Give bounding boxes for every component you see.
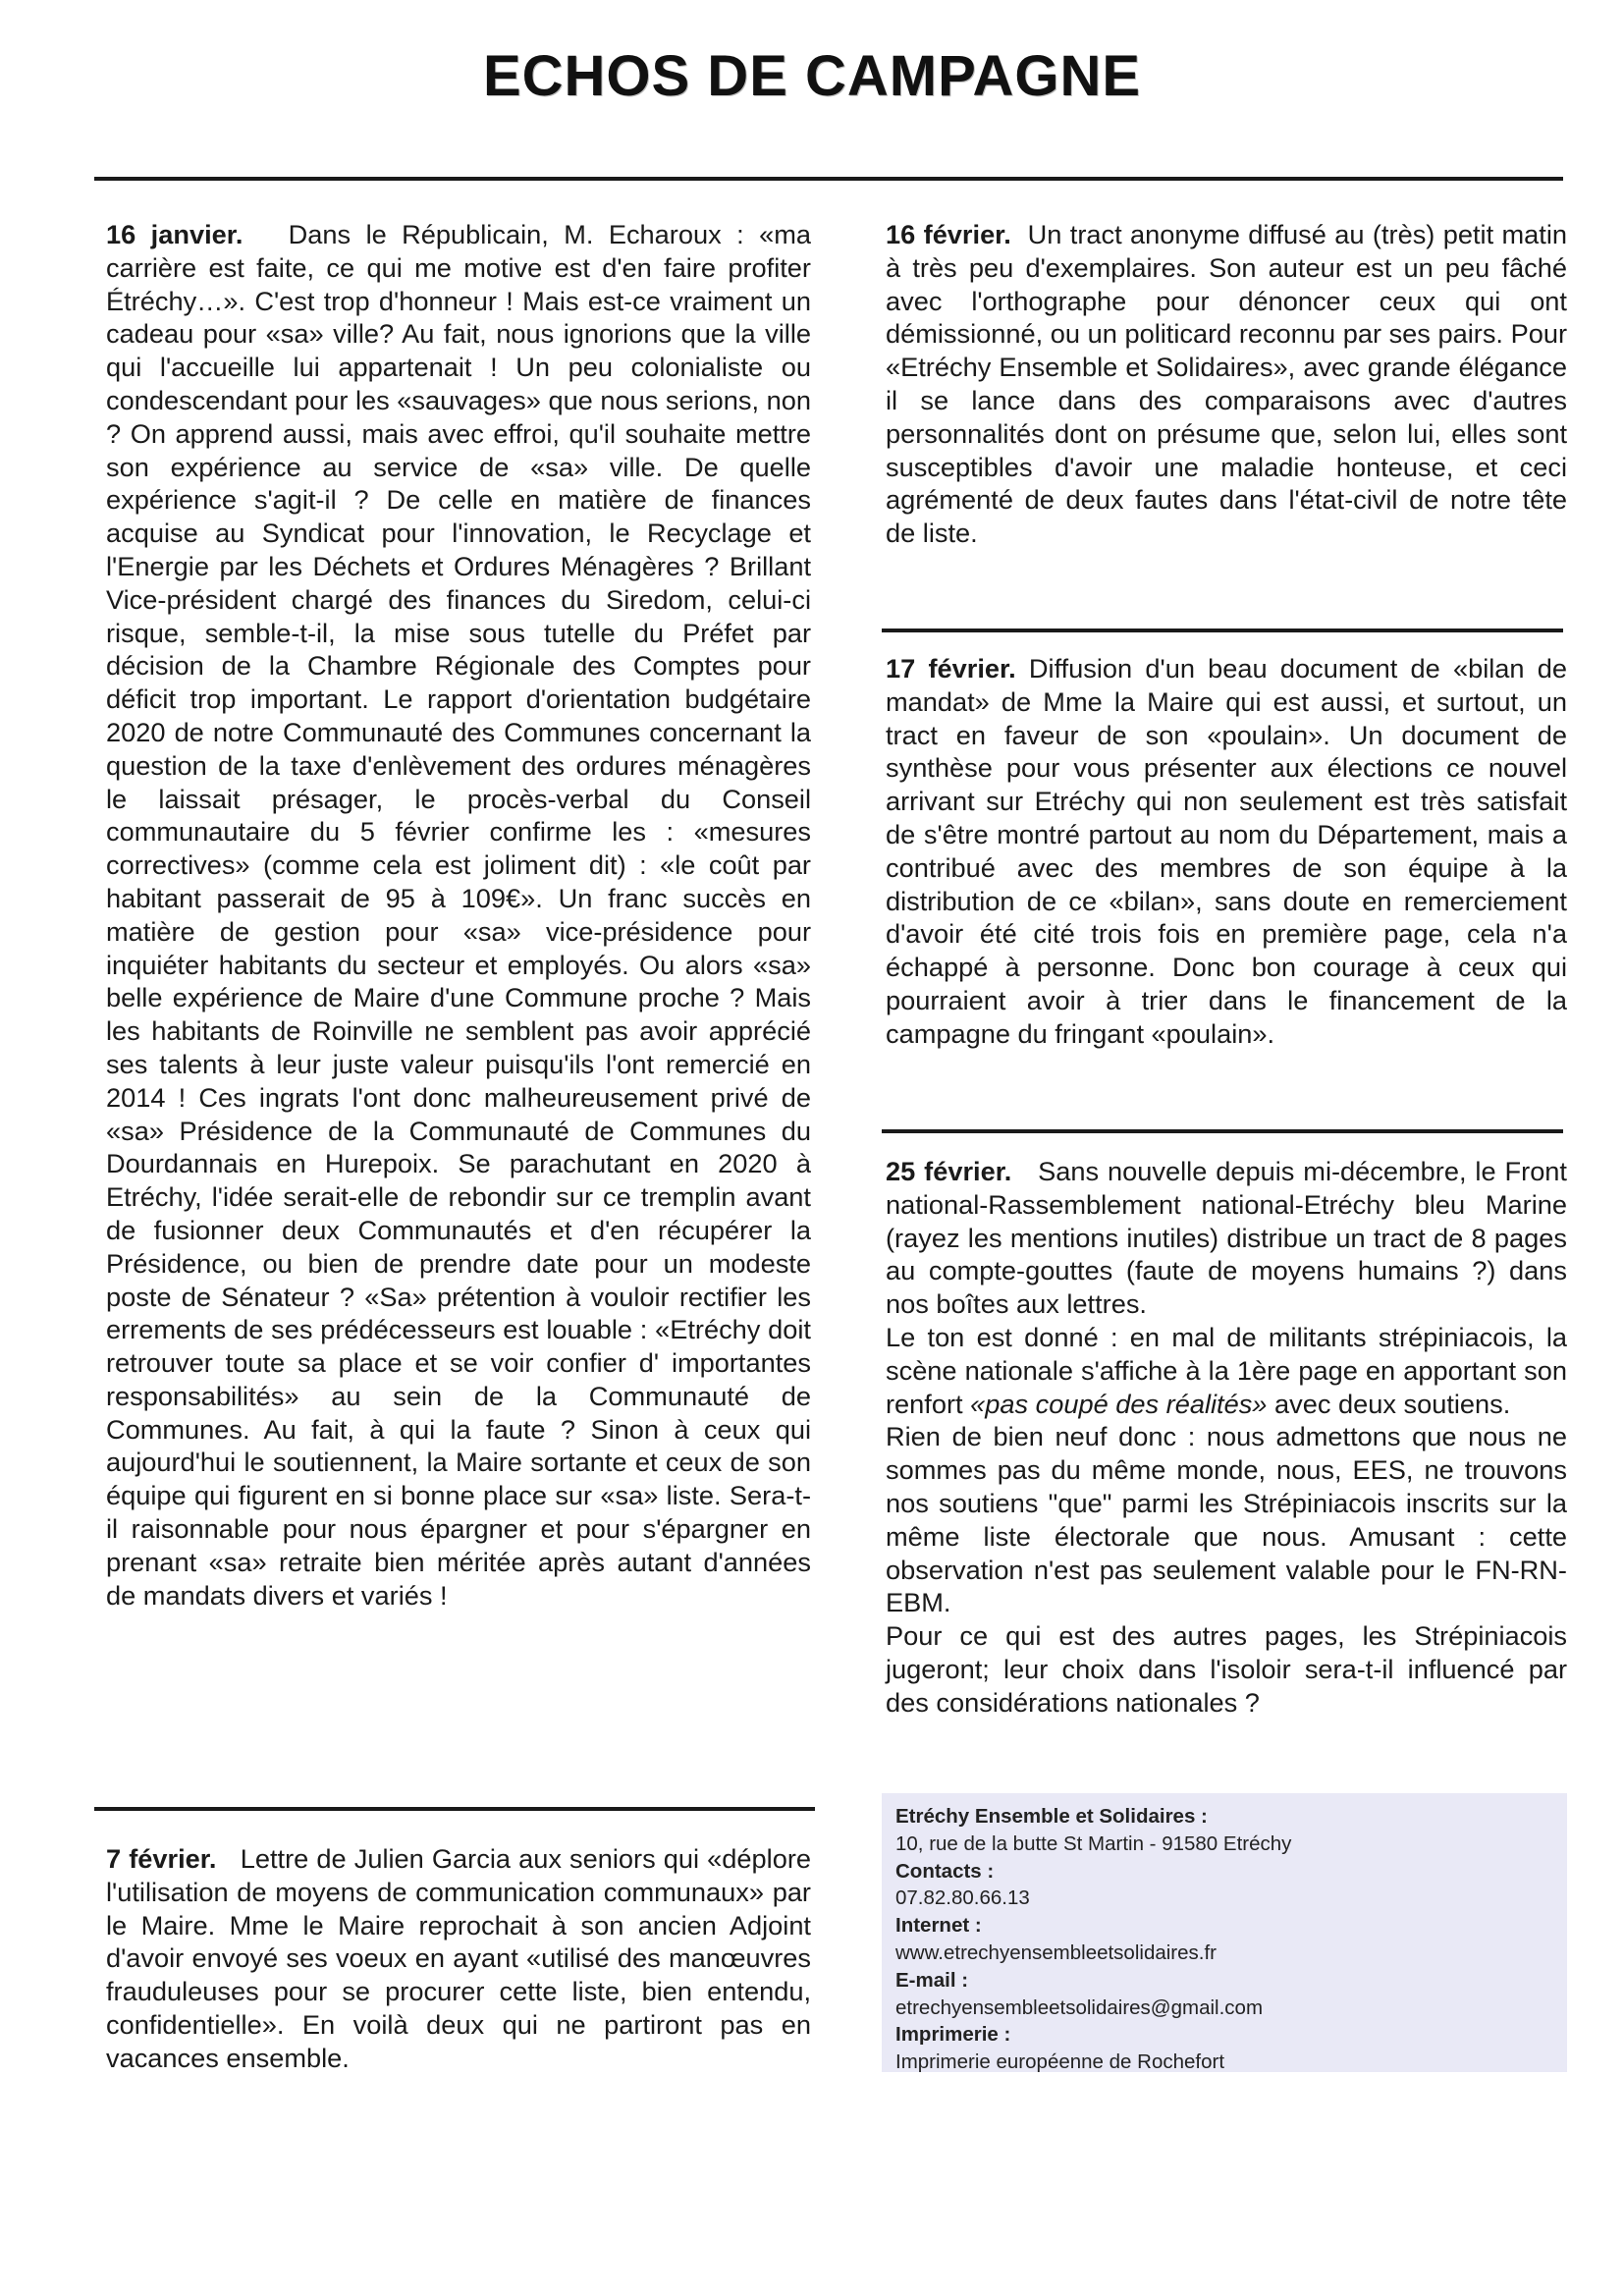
contact-address: 10, rue de la butte St Martin - 91580 Etréchy bbox=[895, 1831, 1292, 1855]
article-feb17-body bbox=[886, 652, 1567, 1051]
article-feb16 bbox=[886, 218, 1567, 550]
article-feb25-date: 25 février. bbox=[886, 1156, 1012, 1186]
article-feb25-text-1: Sans nouvelle depuis mi-décembre, le Front national-Rassemblement national-Etréchy bleu Marine (rayez les mentions inutiles) distribue un tract de 8 pages au compte-gouttes (faute de moyens humains ?) dans nos boîtes aux lettres. bbox=[886, 1156, 1567, 1320]
article-jan16 bbox=[106, 218, 811, 1612]
contact-website[interactable]: www.etrechyensembleetsolidaires.fr bbox=[895, 1941, 1217, 1964]
divider-left-1 bbox=[94, 1807, 815, 1811]
article-feb25-p2 bbox=[886, 1321, 1567, 1420]
article-feb16-body bbox=[886, 218, 1567, 550]
article-feb17 bbox=[886, 652, 1567, 1051]
article-feb7-text: Lettre de Julien Garcia aux seniors qui «déplore l'utilisation de moyens de communication communaux» par le Maire. Mme le Maire reprochait à son ancien Adjoint d'avoir envoyé ses voeux en ayant «utilisé des manœuvres frauduleuses pour se procurer cette liste, bien entendu, confidentielle». En voilà deux qui ne partiront pas en vacances ensemble. bbox=[106, 1843, 811, 2073]
contact-printer: Imprimerie européenne de Rochefort bbox=[895, 2050, 1225, 2074]
article-feb25-p3: Rien de bien neuf donc : nous admettons que nous ne sommes pas du même monde, nous, EES, ne trouvons nos soutiens "que" parmi les Strépiniacois inscrits sur la même liste électorale que nous. Amusant : cette observation n'est pas seulement valable pour le FN-RN-EBM. bbox=[886, 1421, 1567, 1618]
article-jan16-date: 16 janvier. bbox=[106, 219, 244, 249]
article-feb25-p4: Pour ce qui est des autres pages, les Strépiniacois jugeront; leur choix dans l'isoloir sera-t-il influencé par des considérations nationales ? bbox=[886, 1620, 1567, 1718]
article-feb16-text: Un tract anonyme diffusé au (très) petit matin à très peu d'exemplaires. Son auteur est un peu fâché avec l'orthographe pour dénoncer ceux qui ont démissionné, ou un politicard reconnu par ses pairs. Pour «Etréchy Ensemble et Solidaires», avec grande élégance il se lance dans des comparaisons avec d'autres personnalités dont on présume que, selon lui, elles sont susceptibles d'avoir une maladie honteuse, et ceci agrémenté de deux fautes dans l'état-civil de notre tête de liste. bbox=[886, 219, 1568, 549]
contact-email[interactable]: etrechyensembleetsolidaires@gmail.com bbox=[895, 1995, 1264, 2019]
article-feb7-body bbox=[106, 1842, 811, 2075]
article-feb25-p1 bbox=[886, 1155, 1567, 1321]
contact-internet-label: Internet : bbox=[895, 1914, 982, 1938]
article-jan16-text: Dans le Républicain, M. Echaroux : «ma carrière est faite, ce qui me motive est d'en faire profiter Étréchy…». C'est trop d'honneur ! Mais est-ce vraiment un cadeau pour «sa» ville? Au fait, nous ignorions que la ville qui l'accueille lui appartenait ! Un peu colonialiste ou condescendant pour les «sauvages» que nous serions, non ? On apprend aussi, mais avec effroi, qu'il souhaite mettre son expérience au service de «sa» ville. De quelle expérience s'agit-il ? De celle en matière de finances acquise au Syndicat pour l'innovation, le Recyclage et l'Energie par les Déchets et Ordures Ménagères ? Brillant Vice-président chargé des finances du Siredom, celui-ci risque, semble-t-il, la mise sous tutelle du Préfet par décision de la Chambre Régionale des Comptes pour déficit trop important. Le rapport d'orientation budgétaire 2020 de notre Communauté des Communes concernant la question de la taxe d'enlèvement des ordures ménagères le laissait présager, le procès-verbal du Conseil communautaire du 5 février confirme les : «mesures correctives» (comme cela est joliment dit) : «le coût par habitant passerait de 95 à 109€». Un franc succès en matière de gestion pour «sa» vice-présidence pour inquiéter habitants du secteur et employés. Ou alors «sa» belle expérience de Maire d'une Commune proche ? Mais les habitants de Roinville ne semblent pas avoir apprécié ses talents à leur juste valeur puisqu'ils l'ont remercié en 2014 ! Ces ingrats l'ont donc malheureusement privé de «sa» Présidence de la Communauté de Communes du Dourdannais en Hurepoix. Se parachutant en 2020 à Etréchy, l'idée serait-elle de rebondir sur ce tremplin avant de fusionner deux Communautés et d'en récupérer la Présidence, ou bien de prendre date pour un modeste poste de Sénateur ? «Sa» prétention à vouloir rectifier les errements de ses prédécesseurs est louable : «Etréchy doit retrouver toute sa place et se voir confier d' importantes responsabilités» au sein de la Communauté de Communes. Au fait, à qui la faute ? Sinon à ceux qui aujourd'hui le soutiennent, la Maire sortante et ceux de son équipe qui figurent en si bonne place sur «sa» liste. Sera-t-il raisonnable pour nous épargner et pour s'épargner en prenant «sa» retraite bien méritée après autant d'années de mandats divers et variés ! bbox=[106, 219, 811, 1611]
divider-right-2 bbox=[882, 1129, 1563, 1133]
article-feb7-date: 7 février. bbox=[106, 1843, 217, 1874]
article-jan16-body bbox=[106, 218, 811, 1612]
contact-box bbox=[882, 1793, 1567, 2072]
contact-contacts-label: Contacts : bbox=[895, 1859, 995, 1883]
article-feb17-text: Diffusion d'un beau document de «bilan de mandat» de Mme la Maire qui est aussi, et surtout, un tract en faveur de son «poulain». Un document de synthèse pour vous présenter aux élections ce nouvel arrivant sur Etréchy qui non seulement est très satisfait de s'être montré partout au nom du Département, mais a contribué avec des membres de son équipe à la distribution de ce «bilan», sans doute en remerciement d'avoir été cité trois fois en première page, cela n'a échappé à personne. Donc bon courage à ceux qui pourraient avoir à trier dans le financement de la campagne du fringant «poulain». bbox=[886, 653, 1567, 1049]
contact-phone: 07.82.80.66.13 bbox=[895, 1886, 1030, 1910]
article-feb25-text-2a: Le ton est donné : en mal de militants strépiniacois, la scène nationale s'affiche à la 1ère page en apportant son renfort bbox=[886, 1321, 1567, 1419]
article-feb25-quote: «pas coupé des réalités» bbox=[970, 1388, 1268, 1419]
article-feb25-text-2b: avec deux soutiens. bbox=[1267, 1388, 1511, 1419]
article-feb25 bbox=[886, 1155, 1567, 1720]
article-feb16-date: 16 février. bbox=[886, 219, 1011, 249]
contact-printer-label: Imprimerie : bbox=[895, 2023, 1011, 2047]
top-divider bbox=[94, 177, 1563, 181]
contact-org-label: Etréchy Ensemble et Solidaires : bbox=[895, 1805, 1208, 1828]
article-feb7 bbox=[106, 1842, 811, 2075]
page-title: ECHOS DE CAMPAGNE bbox=[482, 44, 1142, 108]
article-feb17-date: 17 février. bbox=[886, 653, 1016, 683]
contact-email-label: E-mail : bbox=[895, 1968, 969, 1992]
divider-right-1 bbox=[882, 629, 1563, 632]
